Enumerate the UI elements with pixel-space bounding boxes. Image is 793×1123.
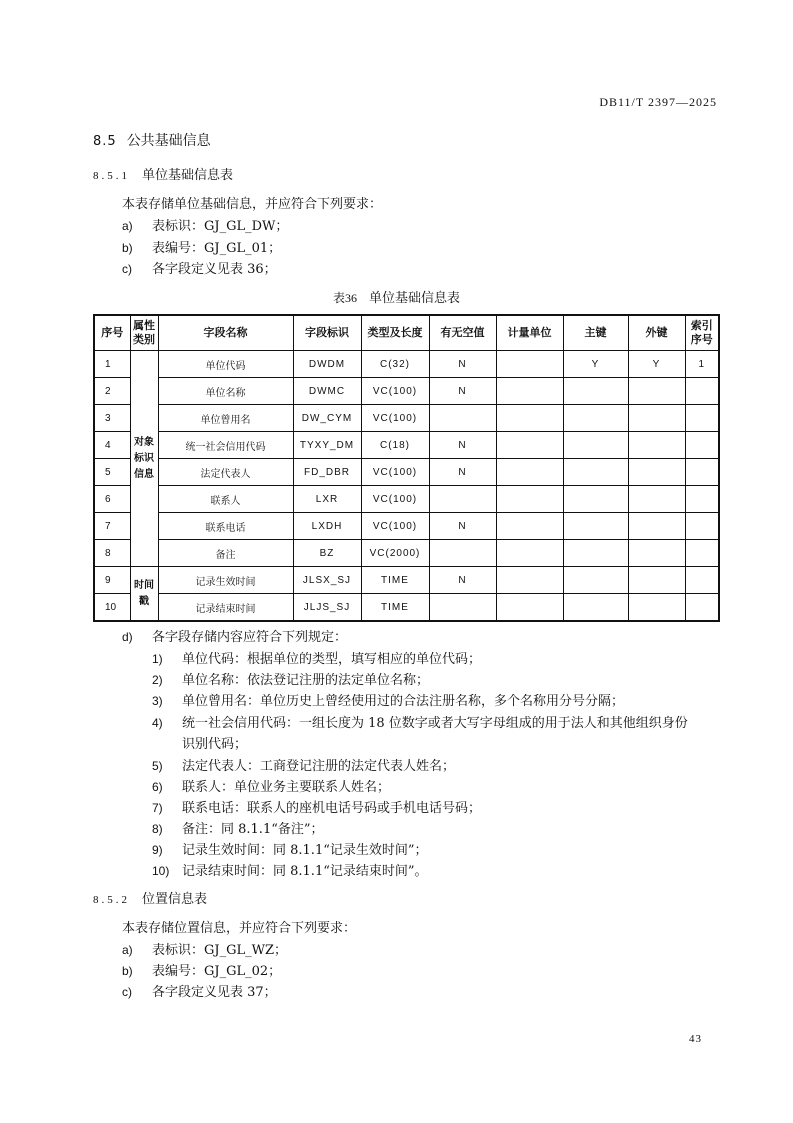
header-type-length: 类型及长度 [361, 315, 429, 351]
header-index: 索引 序号 [685, 315, 719, 351]
table-row: 6 联系人 LXR VC(100) [94, 486, 719, 513]
subsection-title: 位置信息表 [142, 892, 208, 907]
sub-list-item: 3) 单位曾用名：单位历史上曾经使用过的合法注册名称，多个名称用分号分隔； [152, 694, 625, 709]
header-unit: 计量单位 [496, 315, 563, 351]
table-row: 1 对象 标识 信息 单位代码 DWDM C(32) N Y Y 1 [94, 351, 719, 378]
table-header-row [94, 315, 719, 351]
header-field-name: 字段名称 [158, 315, 293, 351]
list-item: a) 表标识：GJ_GL_WZ； [122, 943, 288, 958]
sub-list-item: 4) 统一社会信用代码：一组长度为 18 位数字或者大写字母组成的用于法人和其他组织身份 [152, 716, 688, 731]
table-caption-number: 表36 [332, 291, 357, 305]
table-row: 7 联系电话 LXDH VC(100) N [94, 513, 719, 540]
sub-list-item: 5) 法定代表人：工商登记注册的法定代表人姓名； [152, 759, 456, 774]
table-row: 2 单位名称 DWMC VC(100) N [94, 378, 719, 405]
subsection-title: 单位基础信息表 [142, 168, 234, 183]
subsection-heading [93, 164, 233, 183]
group-timestamp: 时间 戳 [130, 567, 158, 622]
subsection-heading [93, 888, 207, 907]
table-caption-title: 单位基础信息表 [369, 291, 461, 306]
table-row: 4 统一社会信用代码 TYXY_DM C(18) N [94, 432, 719, 459]
header-category: 属性 类别 [130, 315, 158, 351]
field-definition-table [93, 314, 720, 622]
subsection-number: 8.5.2 [93, 894, 130, 906]
header-nullable: 有无空值 [429, 315, 496, 351]
table-row: 5 法定代表人 FD_DBR VC(100) N [94, 459, 719, 486]
sub-list-item: 6) 联系人：单位业务主要联系人姓名； [152, 780, 391, 795]
document-number: DB11/T 2397—2025 [599, 95, 717, 109]
subsection-number: 8.5.1 [93, 170, 130, 182]
table-row: 9 时间 戳 记录生效时间 JLSX_SJ TIME N [94, 567, 719, 594]
sub-list-item-continuation: 识别代码； [182, 737, 248, 752]
sub-list-item: 9) 记录生效时间：同 8.1.1“记录生效时间”； [152, 843, 428, 858]
header-seq: 序号 [94, 315, 130, 351]
list-item: b) 表编号：GJ_GL_01； [122, 241, 282, 256]
sub-list-item: 7) 联系电话：联系人的座机电话号码或手机电话号码； [152, 801, 482, 816]
section-title: 公共基础信息 [126, 133, 211, 149]
list-item: b) 表编号：GJ_GL_02； [122, 964, 282, 979]
header-primary-key: 主键 [563, 315, 628, 351]
table-caption [0, 287, 793, 306]
list-item: c) 各字段定义见表 37； [122, 985, 277, 1000]
table-row: 10 记录结束时间 JLJS_SJ TIME [94, 594, 719, 622]
sub-list-item: 10) 记录结束时间：同 8.1.1“记录结束时间”。 [152, 864, 428, 879]
list-item: a) 表标识：GJ_GL_DW； [122, 219, 289, 234]
intro-paragraph: 本表存储位置信息，并应符合下列要求： [122, 921, 357, 936]
list-item: c) 各字段定义见表 36； [122, 262, 277, 277]
list-item: d) 各字段存储内容应符合下列规定： [122, 630, 348, 645]
page-number: 43 [689, 1033, 702, 1045]
table-row: 8 备注 BZ VC(2000) [94, 540, 719, 567]
section-heading [93, 130, 211, 150]
sub-list-item: 2) 单位名称：依法登记注册的法定单位名称； [152, 673, 430, 688]
intro-paragraph: 本表存储单位基础信息，并应符合下列要求： [122, 197, 383, 212]
table-row: 3 单位曾用名 DW_CYM VC(100) [94, 405, 719, 432]
header-foreign-key: 外键 [628, 315, 685, 351]
sub-list-item: 8) 备注：同 8.1.1“备注”； [152, 822, 324, 837]
header-field-id: 字段标识 [293, 315, 361, 351]
group-object-identity: 对象 标识 信息 [130, 351, 158, 567]
sub-list-item: 1) 单位代码：根据单位的类型，填写相应的单位代码； [152, 652, 482, 667]
section-number: 8.5 [93, 134, 117, 149]
